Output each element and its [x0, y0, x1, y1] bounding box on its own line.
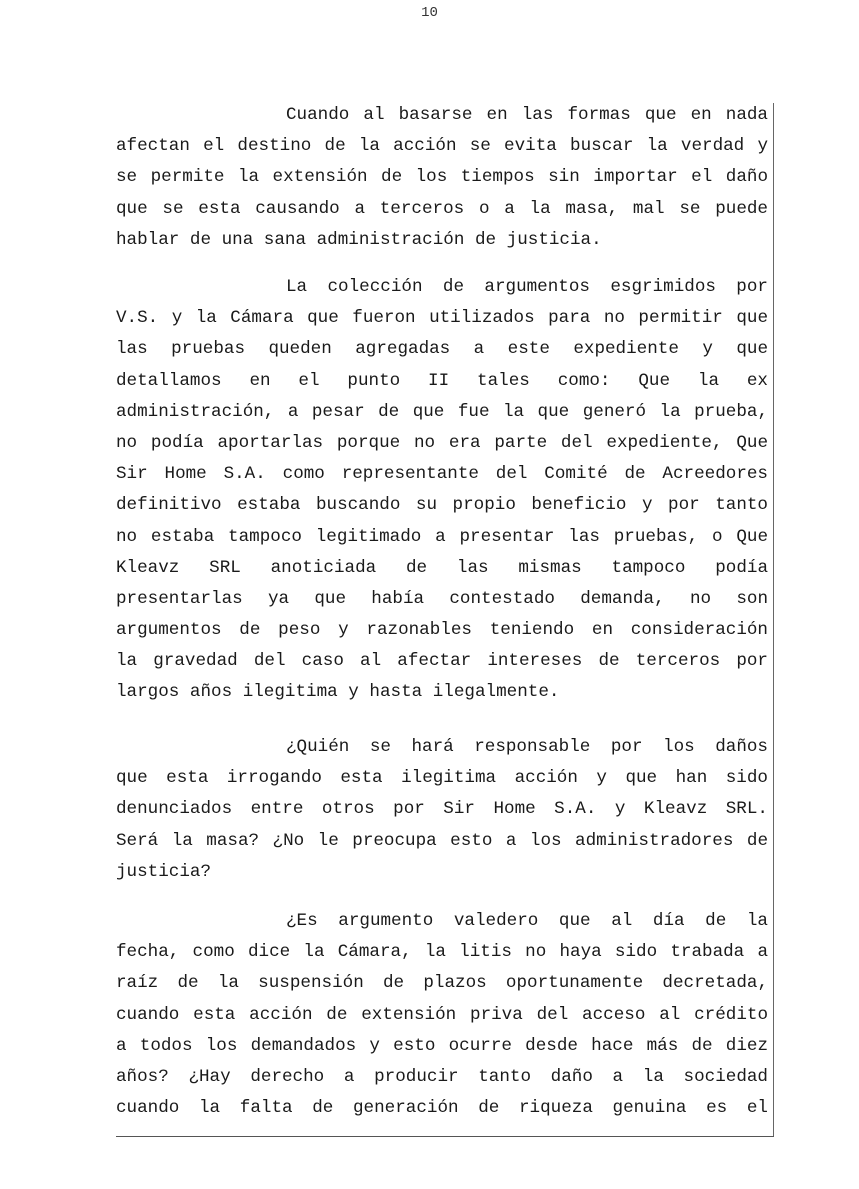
text-line: se permite la extensión de los tiempos sin importar el daño	[116, 167, 768, 188]
text-line: detallamos en el punto II tales como: Que la ex	[116, 370, 768, 391]
text-line: Sir Home S.A. como representante del Comité de Acreedores	[116, 464, 768, 485]
text-line: afectan el destino de la acción se evita buscar la verdad y	[116, 136, 768, 157]
paragraph-3	[116, 732, 768, 888]
text-line: argumentos de peso y razonables teniendo en consideración	[116, 620, 768, 641]
text-line: justicia?	[116, 861, 212, 882]
paragraph-2	[116, 272, 768, 709]
text-line: ¿Es argumento valedero que al día de la	[286, 911, 768, 931]
text-line: fecha, como dice la Cámara, la litis no haya sido trabada a	[116, 942, 768, 963]
text-line: Cuando al basarse en las formas que en nada	[286, 105, 768, 125]
paragraph-1	[116, 100, 768, 256]
text-line: hablar de una sana administración de justicia.	[116, 229, 602, 250]
text-line: a todos los demandados y esto ocurre desde hace más de diez	[116, 1035, 768, 1056]
text-line: no estaba tampoco legitimado a presentar las pruebas, o Que	[116, 526, 768, 547]
text-line: raíz de la suspensión de plazos oportunamente decretada,	[116, 973, 768, 994]
text-line: las pruebas queden agregadas a este expediente y que	[116, 339, 768, 360]
text-line: no podía aportarlas porque no era parte del expediente, Que	[116, 432, 768, 453]
text-line: Será la masa? ¿No le preocupa esto a los administradores de	[116, 830, 768, 851]
bottom-rule	[116, 1136, 774, 1137]
text-line: años? ¿Hay derecho a producir tanto daño a la sociedad	[116, 1066, 768, 1087]
text-line: presentarlas ya que había contestado demanda, no son	[116, 588, 768, 609]
text-line: la gravedad del caso al afectar intereses de terceros por	[116, 651, 768, 672]
right-margin-rule	[773, 103, 774, 1137]
text-line: ¿Quién se hará responsable por los daños	[286, 737, 768, 757]
text-line: La colección de argumentos esgrimidos por	[286, 277, 768, 297]
text-line: V.S. y la Cámara que fueron utilizados para no permitir que	[116, 308, 768, 329]
text-line: Kleavz SRL anoticiada de las mismas tampoco podía	[116, 557, 768, 578]
text-line: que esta irrogando esta ilegitima acción y que han sido	[116, 768, 768, 789]
page-number: 10	[421, 5, 438, 21]
paragraph-4	[116, 906, 768, 1124]
text-line: cuando esta acción de extensión priva del acceso al crédito	[116, 1004, 768, 1025]
text-line: largos años ilegitima y hasta ilegalmente.	[116, 682, 560, 703]
text-line: administración, a pesar de que fue la que generó la prueba,	[116, 401, 768, 422]
text-line: que se esta causando a terceros o a la masa, mal se puede	[116, 198, 768, 219]
text-line: denunciados entre otros por Sir Home S.A. y Kleavz SRL.	[116, 799, 768, 820]
text-line: definitivo estaba buscando su propio beneficio y por tanto	[116, 495, 768, 516]
text-line: cuando la falta de generación de riqueza genuina es el	[116, 1098, 768, 1119]
